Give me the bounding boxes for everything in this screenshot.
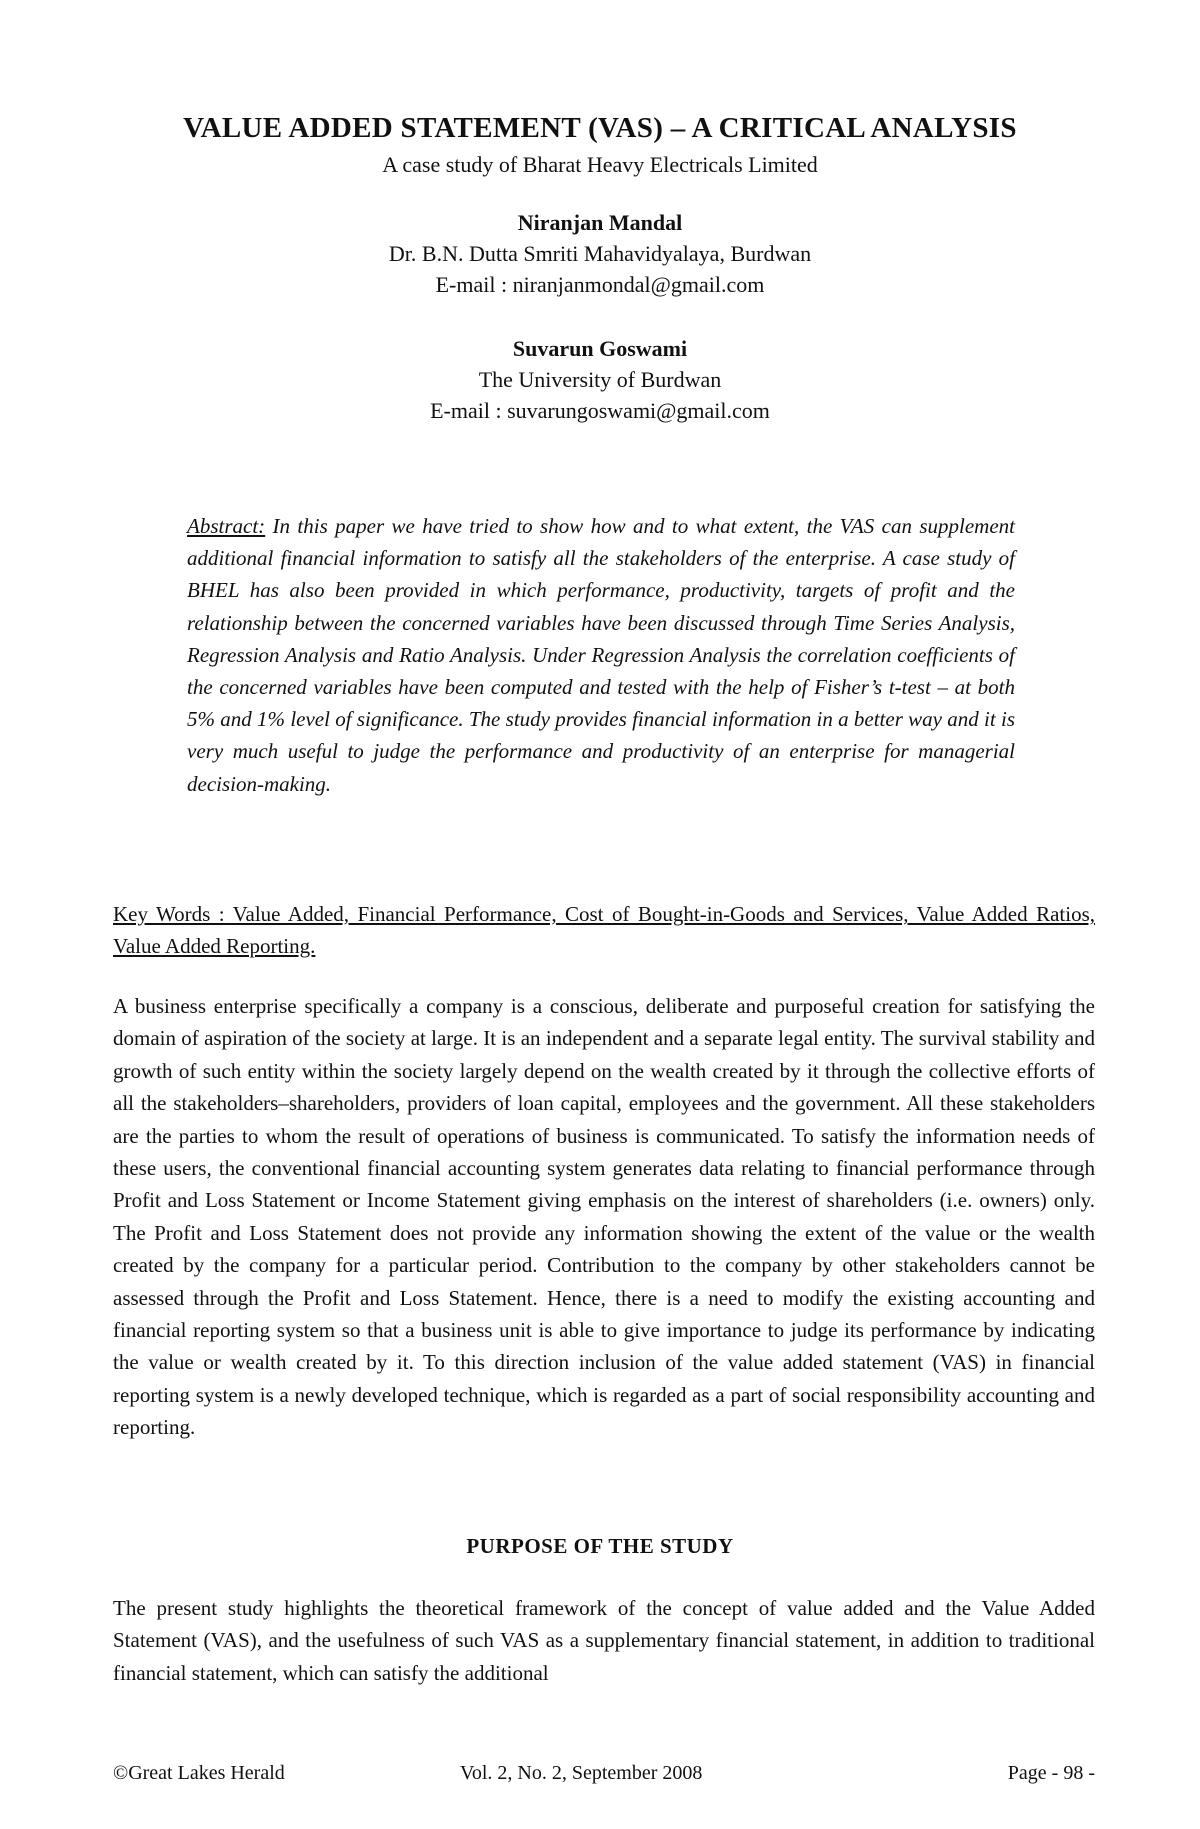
author-affiliation: The University of Burdwan — [478, 367, 722, 392]
author-affiliation: Dr. B.N. Dutta Smriti Mahavidyalaya, Burdwan — [388, 241, 812, 266]
author-name: Suvarun Goswami — [512, 336, 688, 361]
section-heading: PURPOSE OF THE STUDY — [466, 1534, 734, 1558]
author-email: E-mail : niranjanmondal@gmail.com — [435, 272, 765, 297]
footer-copyright: ©Great Lakes Herald — [113, 1762, 285, 1784]
footer-volume: Vol. 2, No. 2, September 2008 — [460, 1762, 703, 1784]
paper-subtitle: A case study of Bharat Heavy Electricals Limited — [382, 152, 818, 177]
abstract-text: In this paper we have tried to show how and to what extent, the VAS can supplement additional financial information to satisfy all the stakeholders of the enterprise. A case study of BHEL has also been provided in which performance, productivity, targets of profit and the relationship between the concerned variables have been discussed through Time Series Analysis, Regression Analysis and Ratio Analysis. Under Regression Analysis the correlation coefficients of the concerned variables have been computed and tested with the help of Fisher’s t-test – at both 5% and 1% level of significance. The study provides financial information in a better way and it is very much useful to judge the performance and productivity of an enterprise for managerial decision-making. — [187, 514, 1015, 796]
paper-title: VALUE ADDED STATEMENT (VAS) – A CRITICAL ANALYSIS — [183, 112, 1017, 144]
abstract-label: Abstract: — [187, 514, 266, 538]
author-block — [0, 333, 1200, 426]
keywords: Key Words : Value Added, Financial Performance, Cost of Bought-in-Goods and Services, Value Added Ratios, Value Added Reporting. — [113, 902, 1095, 958]
abstract — [187, 510, 1015, 800]
intro-paragraph: A business enterprise specifically a company is a conscious, deliberate and purposeful creation for satisfying the domain of aspiration of the society at large. It is an independent and a separate legal entity. The survival stability and growth of such entity within the society largely depend on the wealth created by it through the collective efforts of all the stakeholders–shareholders, providers of loan capital, employees and the government. All these stakeholders are the parties to whom the result of operations of business is communicated. To satisfy the information needs of these users, the conventional financial accounting system generates data relating to financial performance through Profit and Loss Statement or Income Statement giving emphasis on the interest of shareholders (i.e. owners) only. The Profit and Loss Statement does not provide any information showing the extent of the value or the wealth created by the company for a particular period. Contribution to the company by other stakeholders cannot be assessed through the Profit and Loss Statement. Hence, there is a need to modify the existing accounting and financial reporting system so that a business unit is able to give importance to judge its performance by indicating the value or wealth created by it. To this direction inclusion of the value added statement (VAS) in financial reporting system is a newly developed technique, which is regarded as a part of social responsibility accounting and reporting. — [113, 994, 1095, 1440]
author-email: E-mail : suvarungoswami@gmail.com — [430, 398, 770, 423]
purpose-paragraph: The present study highlights the theoretical framework of the concept of value added and the Value Added Statement (VAS), and the usefulness of such VAS as a supplementary financial statement, in addition to traditional financial statement, which can satisfy the additional — [113, 1596, 1095, 1685]
author-name: Niranjan Mandal — [517, 210, 683, 235]
footer-page-number: Page - 98 - — [1007, 1762, 1095, 1784]
author-block — [0, 207, 1200, 300]
